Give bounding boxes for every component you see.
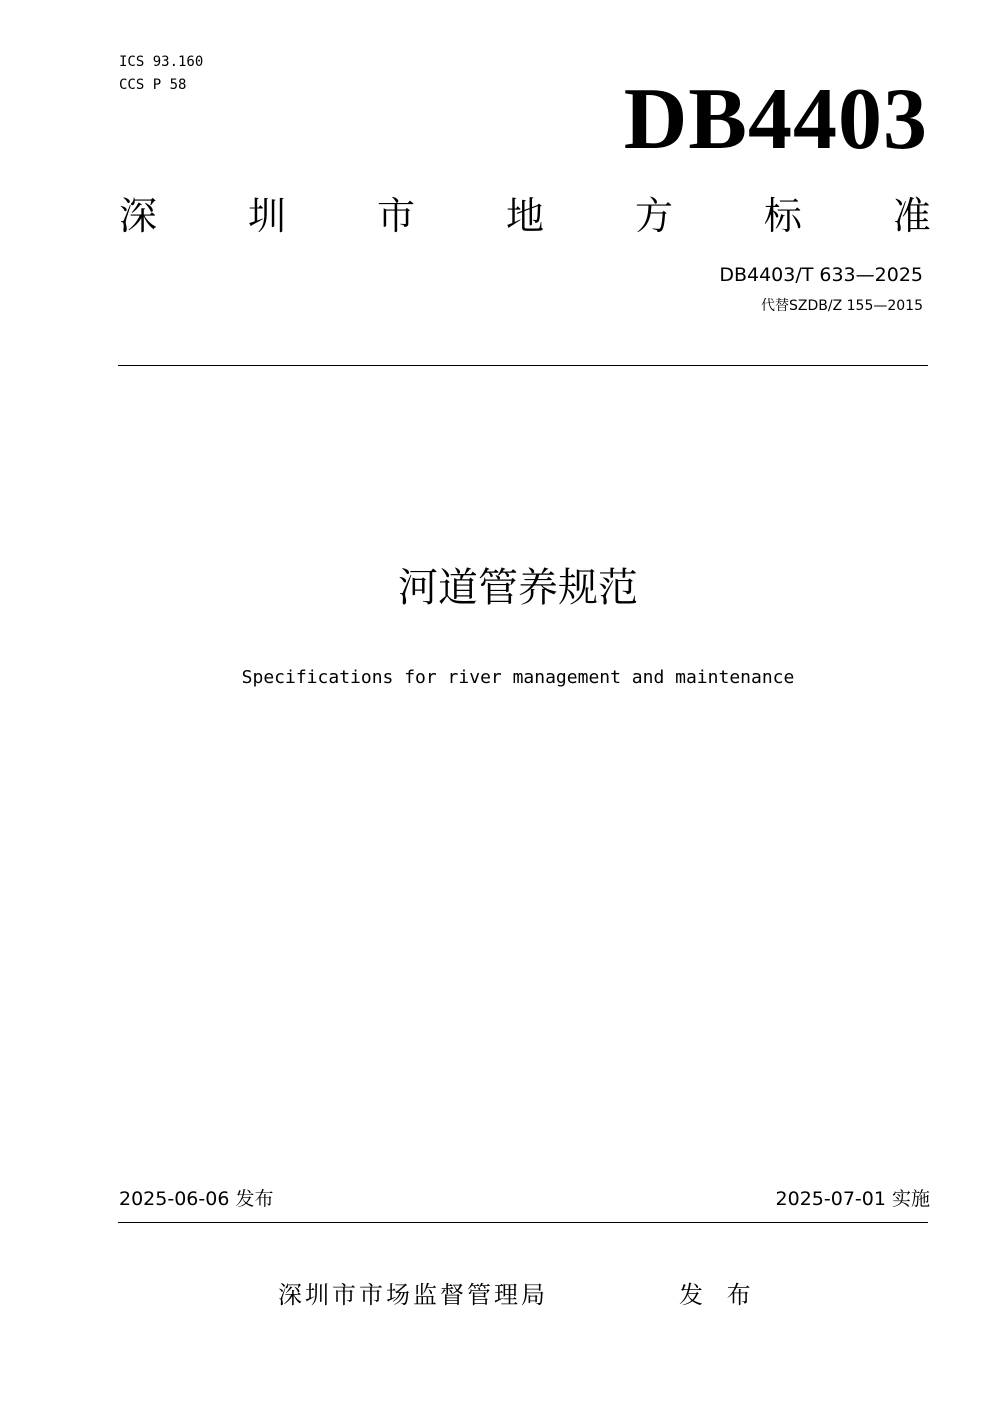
publish-label: 发 布 bbox=[679, 1281, 759, 1309]
standard-type-heading bbox=[119, 192, 931, 240]
issue-date: 2025-06-06 发布 bbox=[119, 1188, 274, 1210]
publisher-name: 深圳市市场监督管理局 bbox=[278, 1281, 548, 1309]
standard-number: DB4403/T 633—2025 bbox=[719, 264, 923, 286]
standard-type-char: 市 bbox=[376, 194, 415, 238]
standard-type-char: 圳 bbox=[247, 194, 286, 238]
standard-type-char: 深 bbox=[119, 194, 158, 238]
implementation-date: 2025-07-01 实施 bbox=[775, 1188, 930, 1210]
standard-type-char: 地 bbox=[505, 194, 544, 238]
bottom-divider bbox=[118, 1222, 928, 1223]
top-divider bbox=[118, 365, 928, 366]
standard-type-char: 标 bbox=[763, 194, 802, 238]
document-title-chinese: 河道管养规范 bbox=[398, 565, 638, 611]
document-title-english: Specifications for river management and maintenance bbox=[241, 667, 795, 688]
standard-type-char: 准 bbox=[892, 194, 931, 238]
ics-code: ICS 93.160 bbox=[119, 54, 204, 70]
standard-type-char: 方 bbox=[634, 194, 673, 238]
ccs-code: CCS P 58 bbox=[119, 77, 187, 93]
replaces-standard: 代替SZDB/Z 155—2015 bbox=[761, 298, 923, 314]
standard-logo: DB4403 bbox=[623, 71, 928, 168]
